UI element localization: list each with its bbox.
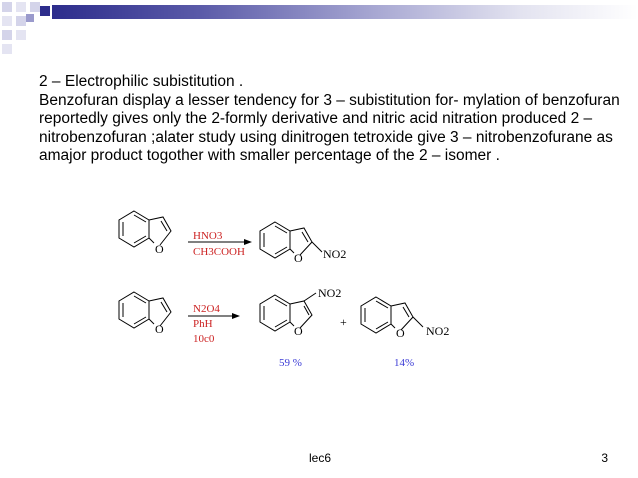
3-nitrobenzofuran-structure	[260, 293, 316, 338]
benzofuran-structure	[119, 292, 171, 336]
body-paragraph: Benzofuran display a lesser tendency for 3 – subistitution for- mylation of benzofuran reportedly gives only the 2-formly derivative and nitric acid nitration produced 2 – nitrobenzofuran ;alater study using dinitrogen tetroxide give 3 – nitrobenzofurane as amajor product togother with smaller percentage of the 2 – isomer .	[39, 91, 620, 165]
yield-3-nitro: 59 %	[279, 357, 302, 369]
arrowhead	[232, 313, 240, 319]
page-number: 3	[601, 451, 608, 465]
reagent-benzene: PhH	[193, 318, 213, 330]
2-nitrobenzofuran-structure	[361, 297, 423, 340]
yield-2-nitro: 14%	[394, 357, 415, 369]
nitro-group-label: NO2	[323, 247, 347, 261]
oxygen-label: O	[294, 251, 303, 265]
reagent-acetic-acid: CH3COOH	[193, 246, 245, 258]
footer-lecture-label: lec6	[308, 451, 331, 465]
oxygen-label: O	[294, 324, 303, 338]
nitro-group-label: NO2	[318, 286, 342, 300]
oxygen-label: O	[155, 322, 164, 336]
heading-line: 2 – Electrophilic subistitution .	[39, 73, 244, 90]
reagent-dinitrogen-tetroxide: N2O4	[193, 303, 220, 315]
reagent-temperature: 10c0	[193, 333, 215, 345]
oxygen-label: O	[396, 326, 405, 340]
benzofuran-structure	[119, 211, 171, 256]
plus-sign: +	[340, 315, 347, 329]
oxygen-label: O	[155, 242, 164, 256]
arrowhead	[244, 239, 252, 245]
2-nitrobenzofuran-structure	[260, 222, 322, 265]
nitro-group-label: NO2	[426, 324, 450, 338]
reagent-nitric-acid: HNO3	[193, 230, 223, 242]
